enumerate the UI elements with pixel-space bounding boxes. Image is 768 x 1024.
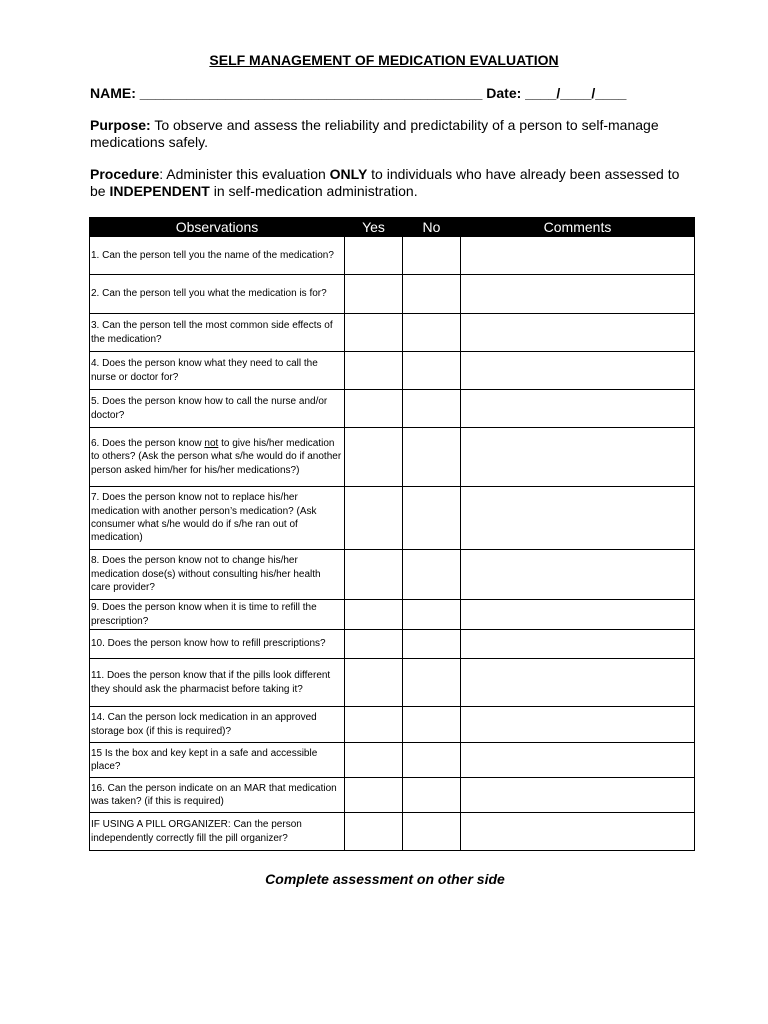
form-title: SELF MANAGEMENT OF MEDICATION EVALUATION: [209, 52, 559, 68]
comments-cell[interactable]: [461, 428, 695, 487]
table-header-row: [90, 218, 695, 237]
comments-cell[interactable]: [461, 550, 695, 600]
table-row: [90, 352, 695, 390]
yes-cell[interactable]: [345, 659, 403, 707]
observation-text: 1. Can the person tell you the name of the medication?: [91, 249, 334, 261]
comments-cell[interactable]: [461, 352, 695, 390]
observation-cell: [90, 707, 345, 743]
observation-cell: [90, 550, 345, 600]
observation-text: 9. Does the person know when it is time to refill the prescription?: [91, 602, 317, 627]
no-cell[interactable]: [403, 428, 461, 487]
observation-text: 10. Does the person know how to refill prescriptions?: [91, 638, 326, 650]
yes-cell[interactable]: [345, 743, 403, 778]
observations-table: [89, 217, 695, 851]
no-cell[interactable]: [403, 630, 461, 659]
name-field[interactable]: ____________________________________________: [139, 85, 483, 101]
date-label: Date:: [486, 85, 522, 101]
observation-text: 14. Can the person lock medication in an approved storage box (if this is required)?: [91, 712, 317, 737]
no-cell[interactable]: [403, 314, 461, 352]
observation-cell: [90, 275, 345, 314]
table-row: [90, 778, 695, 813]
comments-cell[interactable]: [461, 778, 695, 813]
observation-cell: [90, 778, 345, 813]
name-label: NAME:: [90, 85, 136, 101]
observation-emphasis: not: [204, 437, 219, 449]
footer-note: Complete assessment on other side: [265, 871, 505, 887]
observation-cell: [90, 659, 345, 707]
table-row: [90, 314, 695, 352]
procedure-paragraph: [90, 166, 690, 200]
observation-cell: [90, 390, 345, 428]
yes-cell[interactable]: [345, 813, 403, 851]
procedure-independent: INDEPENDENT: [109, 183, 210, 199]
header-comments: Comments: [461, 218, 695, 237]
purpose-label: Purpose:: [90, 117, 151, 133]
no-cell[interactable]: [403, 275, 461, 314]
table-row: [90, 600, 695, 630]
observation-cell: [90, 630, 345, 659]
comments-cell[interactable]: [461, 743, 695, 778]
observation-text: 2. Can the person tell you what the medication is for?: [91, 288, 327, 300]
table-row: [90, 630, 695, 659]
yes-cell[interactable]: [345, 390, 403, 428]
observation-cell: [90, 428, 345, 487]
no-cell[interactable]: [403, 487, 461, 550]
no-cell[interactable]: [403, 352, 461, 390]
observation-cell: [90, 487, 345, 550]
table-row: [90, 813, 695, 851]
observation-cell: [90, 237, 345, 275]
header-no: No: [403, 218, 461, 237]
observation-text: 16. Can the person indicate on an MAR that medication was taken? (if this is required): [91, 782, 337, 807]
yes-cell[interactable]: [345, 275, 403, 314]
procedure-label: Procedure: [90, 166, 160, 182]
no-cell[interactable]: [403, 390, 461, 428]
observation-cell: [90, 314, 345, 352]
observation-text: 7. Does the person know not to replace his/her medication with another person’s medication? (Ask consumer what s/he would do if s/he ran out of medication): [91, 492, 317, 544]
comments-cell[interactable]: [461, 487, 695, 550]
date-field[interactable]: ____/____/____: [525, 85, 627, 101]
comments-cell[interactable]: [461, 237, 695, 275]
no-cell[interactable]: [403, 600, 461, 630]
comments-cell[interactable]: [461, 275, 695, 314]
purpose-paragraph: [90, 117, 690, 151]
no-cell[interactable]: [403, 778, 461, 813]
no-cell[interactable]: [403, 813, 461, 851]
observation-text: 5. Does the person know how to call the nurse and/or doctor?: [91, 396, 328, 421]
comments-cell[interactable]: [461, 659, 695, 707]
table-row: [90, 487, 695, 550]
yes-cell[interactable]: [345, 352, 403, 390]
header-yes: Yes: [345, 218, 403, 237]
yes-cell[interactable]: [345, 600, 403, 630]
observation-text-cont: to give his/her medication to others? (Ask the person what s/he would do if another person asked him/her for his/her medications?): [91, 437, 342, 476]
comments-cell[interactable]: [461, 630, 695, 659]
observation-text: 8. Does the person know not to change his/her medication dose(s) without consulting his/her health care provider?: [91, 555, 321, 594]
table-row: [90, 659, 695, 707]
observation-text: 15 Is the box and key kept in a safe and accessible place?: [91, 747, 318, 772]
table-row: [90, 707, 695, 743]
yes-cell[interactable]: [345, 630, 403, 659]
table-row: [90, 550, 695, 600]
comments-cell[interactable]: [461, 314, 695, 352]
observation-cell: [90, 352, 345, 390]
procedure-text-b: to individuals who have already been assessed to be: [90, 166, 680, 199]
yes-cell[interactable]: [345, 550, 403, 600]
yes-cell[interactable]: [345, 778, 403, 813]
procedure-text-c: in self-medication administration.: [209, 183, 418, 199]
observation-cell: [90, 600, 345, 630]
procedure-only: ONLY: [329, 166, 368, 182]
yes-cell[interactable]: [345, 487, 403, 550]
yes-cell[interactable]: [345, 428, 403, 487]
purpose-text: To observe and assess the reliability and predictability of a person to self-manage medications safely.: [90, 117, 659, 150]
table-row: [90, 390, 695, 428]
observation-text: IF USING A PILL ORGANIZER: Can the person independently correctly fill the pill organizer?: [91, 819, 302, 844]
yes-cell[interactable]: [345, 707, 403, 743]
no-cell[interactable]: [403, 743, 461, 778]
observation-text: 3. Can the person tell the most common side effects of the medication?: [91, 320, 333, 345]
procedure-text-a: : Administer this evaluation: [159, 166, 330, 182]
name-date-line: [90, 85, 626, 101]
comments-cell[interactable]: [461, 813, 695, 851]
table-row: [90, 237, 695, 275]
no-cell[interactable]: [403, 707, 461, 743]
table-row: [90, 275, 695, 314]
comments-cell[interactable]: [461, 390, 695, 428]
comments-cell[interactable]: [461, 600, 695, 630]
observation-cell: [90, 813, 345, 851]
table-row: [90, 428, 695, 487]
no-cell[interactable]: [403, 659, 461, 707]
observation-text: 11. Does the person know that if the pills look different they should ask the pharmacist before taking it?: [91, 670, 331, 695]
comments-cell[interactable]: [461, 707, 695, 743]
no-cell[interactable]: [403, 550, 461, 600]
header-observations: Observations: [90, 218, 345, 237]
yes-cell[interactable]: [345, 237, 403, 275]
observation-cell: [90, 743, 345, 778]
table-row: [90, 743, 695, 778]
yes-cell[interactable]: [345, 314, 403, 352]
observation-text: 4. Does the person know what they need to call the nurse or doctor for?: [91, 358, 318, 383]
no-cell[interactable]: [403, 237, 461, 275]
observation-text: 6. Does the person know: [91, 437, 205, 449]
